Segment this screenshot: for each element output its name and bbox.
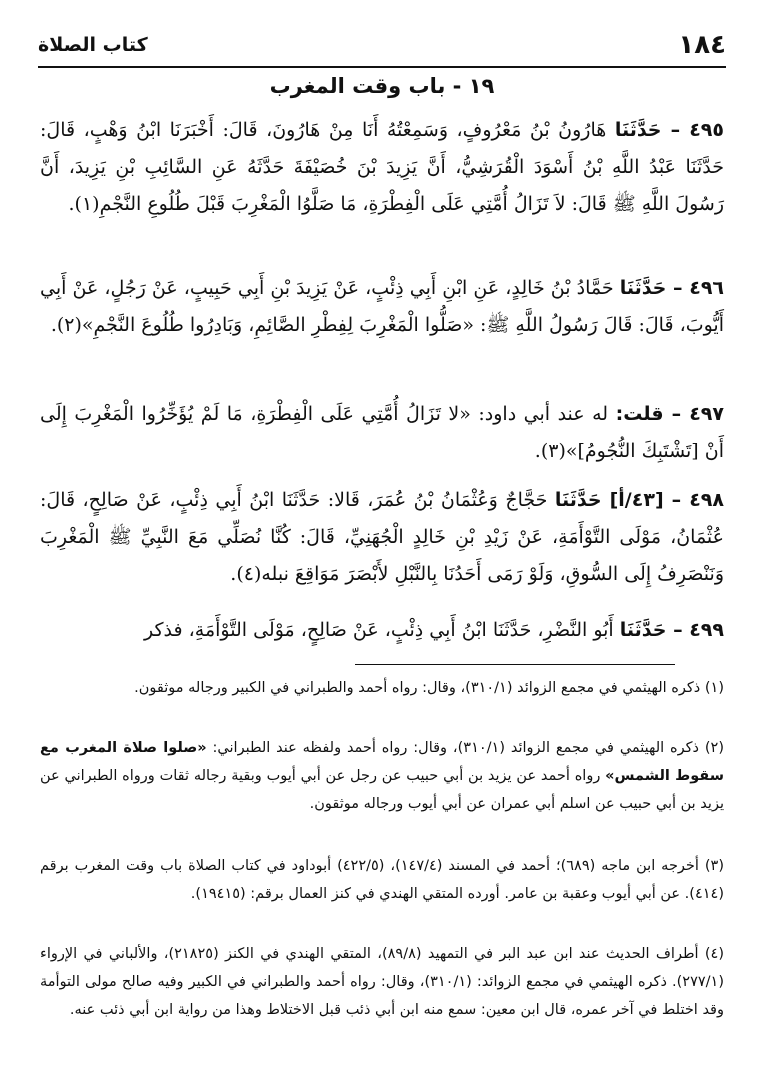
hadith-lead: [٤٣/أ] حَدَّثَنَا [554, 489, 664, 511]
footnote-marker: (٢) [704, 740, 725, 756]
hadith-lead: حَدَّثَنَا [614, 119, 662, 141]
hadith-number: ٤٩٥ [689, 119, 724, 141]
hadith-lead: حَدَّثَنَا [619, 277, 667, 299]
hadith-entry: ٤٩٨ – [٤٣/أ] حَدَّثَنَا حَجَّاجٌ وَعُثْمَانُ بْنُ عُمَرَ، قَالا: حَدَّثَنَا ابْنُ أَبِي ذِئْبٍ، عَنْ صَالِحٍ، قَالَ: عُثْمَانُ، مَوْلَى التَّوْأَمَةِ، عَنْ زَيْدِ بْنِ خَالِدٍ الْجُهَنِيِّ، قَالَ: كُنَّا نُصَلِّي مَعَ النَّبِيِّ ﷺ الْمَغْرِبَ وَنَنْصَرِفُ إِلَى السُّوقِ، وَلَوْ رَمَى أَحَدُنَا بِالنَّبْلِ لأَبْصَرَ مَوَاقِعَ نبله(٤). [40, 489, 724, 585]
hadith-text: حَجَّاجٌ وَعُثْمَانُ بْنُ عُمَرَ، قَالا: حَدَّثَنَا ابْنُ أَبِي ذِئْبٍ، عَنْ صَالِحٍ، قَالَ: عُثْمَانُ، مَوْلَى التَّوْأَمَةِ، عَنْ زَيْدِ بْنِ خَالِدٍ الْجُهَنِيِّ، قَالَ: كُنَّا نُصَلِّي مَعَ النَّبِيِّ ﷺ الْمَغْرِبَ وَنَنْصَرِفُ إِلَى السُّوقِ، وَلَوْ رَمَى أَحَدُنَا بِالنَّبْلِ لأَبْصَرَ مَوَاقِعَ نبله(٤). [40, 489, 724, 585]
footnote [40, 852, 724, 908]
book-title: كتاب الصلاة [38, 34, 148, 56]
footnote-text: ذكره الهيثمي في مجمع الزوائد (٣١٠/١)، وقال: رواه أحمد والطبراني في الكبير ورجاله موثقون. [134, 680, 701, 696]
footnote [40, 940, 724, 1024]
footnote [40, 674, 724, 702]
footnote-text: ذكره الهيثمي في مجمع الزوائد (٣١٠/١)، وقال: رواه أحمد ولفظه عند الطبراني: [212, 740, 699, 756]
hadith-number: ٤٩٩ [689, 619, 724, 641]
footnote-quote: «صلوا صلاة المغرب مع سقوط الشمس» [40, 740, 724, 784]
footnote-marker: (١) [704, 680, 724, 696]
page-header [38, 28, 726, 66]
hadith-entry: ٤٩٥ – حَدَّثَنَا هَارُونُ بْنُ مَعْرُوفٍ، وَسَمِعْتُهُ أَنَا مِنْ هَارُونَ، قَالَ: أَخْبَرَنَا ابْنُ وَهْبٍ، قَالَ: حَدَّثَنَا عَبْدُ اللَّهِ بْنُ أَسْوَدَ الْقُرَشِيُّ، أَنَّ يَزِيدَ بْنَ خُصَيْفَةَ حَدَّثَهُ عَنِ السَّائِبِ بْنِ يَزِيدَ، أَنَّ رَسُولَ اللَّهِ ﷺ قَالَ: لاَ تَزَالُ أُمَّتِي عَلَى الْفِطْرَةِ، مَا صَلَّوُا الْمَغْرِبَ قَبْلَ طُلُوعِ النَّجْمِ(١). [40, 119, 724, 215]
page-number: ١٨٤ [678, 30, 726, 60]
footnote-marker: (٤) [704, 946, 725, 962]
footnote-marker: (٣) [704, 858, 724, 874]
hadith-text: له عند أبي داود: «لا تَزَالُ أُمَّتِي عَلَى الْفِطْرَةِ، مَا لَمْ يُؤَخِّرُوا الْمَغْرِبَ إِلَى أَنْ [تَشْتَبِكَ النُّجُومُ]»(٣). [40, 403, 724, 462]
chapter-title: ١٩ - باب وقت المغرب [269, 74, 495, 98]
hadith-number: ٤٩٧ [689, 403, 724, 425]
footnote-text: رواه أحمد عن يزيد بن أبي حبيب عن رجل عن أبي أيوب وبقية رجاله ثقات ورواه الطبراني عن يزيد بن أبي حبيب عن اسلم أبي عمران عن أبي أيوب ورجاله موثقون. [40, 768, 724, 812]
hadith-entry: ٤٩٩ – حَدَّثَنَا أَبُو النَّضْرِ، حَدَّثَنَا ابْنُ أَبِي ذِئْبٍ، عَنْ صَالِحٍ، مَوْلَى التَّوْأَمَةِ، فذكر [144, 619, 724, 641]
hadith-text: حَمَّادُ بْنُ خَالِدٍ، عَنِ ابْنِ أَبِي ذِئْبٍ، عَنْ يَزِيدَ بْنِ أَبِي حَبِيبٍ، عَنْ رَجُلٍ، عَنْ أَبِي أَيُّوبَ، قَالَ: قَالَ رَسُولُ اللَّهِ ﷺ: «صَلُّوا الْمَغْرِبَ لِفِطْرِ الصَّائِمِ، وَبَادِرُوا طُلُوعَ النَّجْمِ»(٢). [40, 277, 724, 336]
header-divider [38, 66, 726, 68]
footnote [40, 734, 724, 818]
hadith-number: ٤٩٦ [689, 277, 725, 299]
hadith-number: ٤٩٨ [689, 489, 724, 511]
footnote-text: أطراف الحديث عند ابن عبد البر في التمهيد (٨٩/٨)، المتقي الهندي في الكنز (٢١٨٢٥)، والألباني في الإرواء (٢٧٧/١). ذكره الهيثمي في مجمع الزوائد: (٣١٠/١)، وقال: رواه أحمد والطبراني في الكبير وفيه صالح مولى التوأمة وقد اختلط في آخر عمره، قال ابن معين: سمع منه ابن أبي ذئب قبل الاختلاط وهذا من رواية ابن أبي ذئب عنه. [40, 946, 724, 1018]
hadith-lead: قلت: [615, 403, 664, 425]
hadith-text: هَارُونُ بْنُ مَعْرُوفٍ، وَسَمِعْتُهُ أَنَا مِنْ هَارُونَ، قَالَ: أَخْبَرَنَا ابْنُ وَهْبٍ، قَالَ: حَدَّثَنَا عَبْدُ اللَّهِ بْنُ أَسْوَدَ الْقُرَشِيُّ، أَنَّ يَزِيدَ بْنَ خُصَيْفَةَ حَدَّثَهُ عَنِ السَّائِبِ بْنِ يَزِيدَ، أَنَّ رَسُولَ اللَّهِ ﷺ قَالَ: لاَ تَزَالُ أُمَّتِي عَلَى الْفِطْرَةِ، مَا صَلَّوُا الْمَغْرِبَ قَبْلَ طُلُوعِ النَّجْمِ(١). [40, 119, 724, 215]
hadith-lead: حَدَّثَنَا [619, 619, 667, 641]
hadith-text: أَبُو النَّضْرِ، حَدَّثَنَا ابْنُ أَبِي ذِئْبٍ، عَنْ صَالِحٍ، مَوْلَى التَّوْأَمَةِ، فذكر [144, 619, 614, 641]
hadith-entry: ٤٩٧ – قلت: له عند أبي داود: «لا تَزَالُ أُمَّتِي عَلَى الْفِطْرَةِ، مَا لَمْ يُؤَخِّرُوا الْمَغْرِبَ إِلَى أَنْ [تَشْتَبِكَ النُّجُومُ]»(٣). [40, 403, 724, 462]
hadith-entry: ٤٩٦ – حَدَّثَنَا حَمَّادُ بْنُ خَالِدٍ، عَنِ ابْنِ أَبِي ذِئْبٍ، عَنْ يَزِيدَ بْنِ أَبِي حَبِيبٍ، عَنْ رَجُلٍ، عَنْ أَبِي أَيُّوبَ، قَالَ: قَالَ رَسُولُ اللَّهِ ﷺ: «صَلُّوا الْمَغْرِبَ لِفِطْرِ الصَّائِمِ، وَبَادِرُوا طُلُوعَ النَّجْمِ»(٢). [40, 277, 725, 336]
footnote-divider [355, 664, 675, 665]
footnote-text: أخرجه ابن ماجه (٦٨٩)؛ أحمد في المسند (١٤٧/٤)، (٤٢٢/٥) أبوداود في كتاب الصلاة باب وقت المغرب برقم (٤١٤). عن أبي أيوب وعقبة بن عامر. أورده المتقي الهندي في كنز العمال برقم: (١٩٤١٥). [40, 858, 724, 902]
